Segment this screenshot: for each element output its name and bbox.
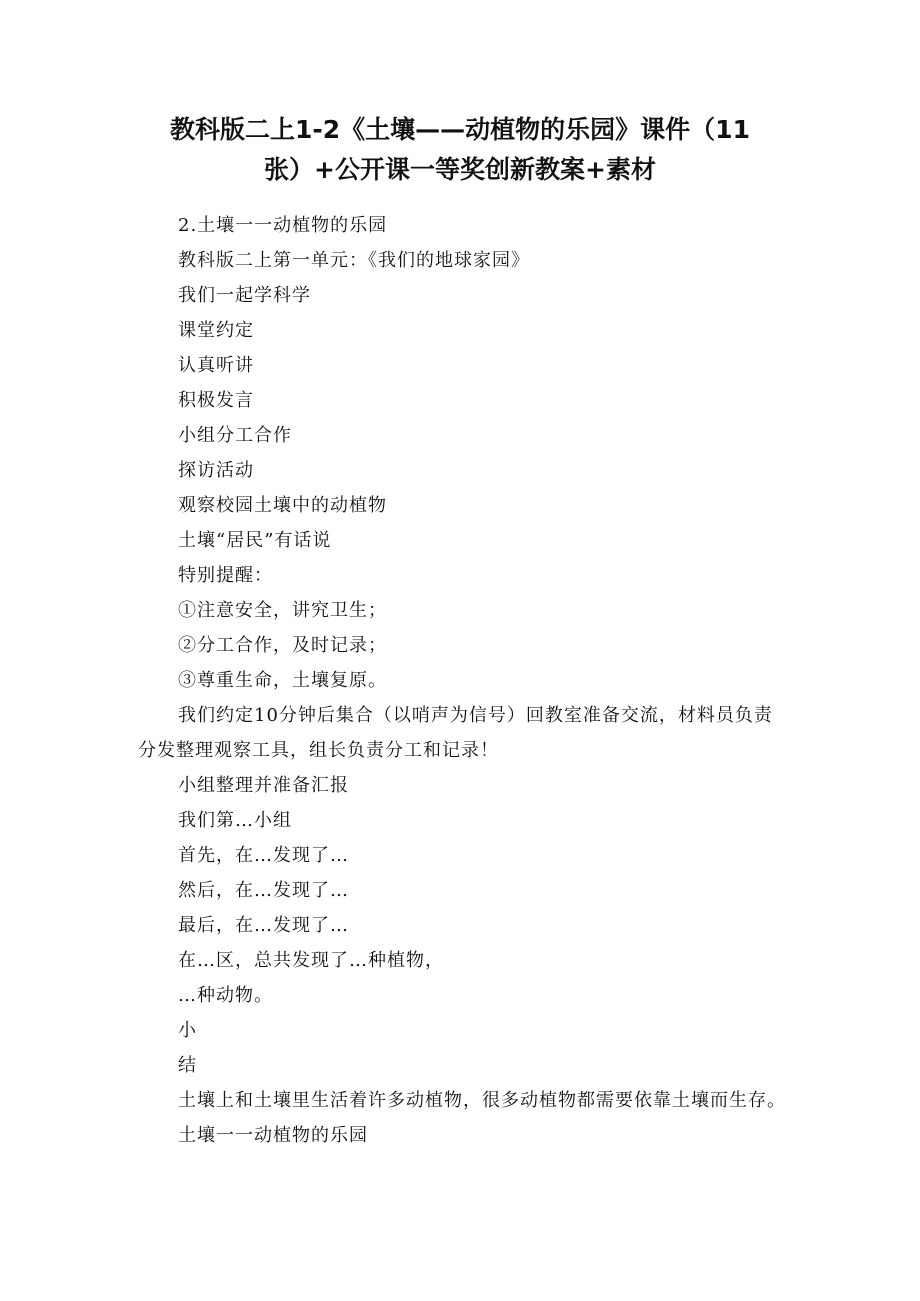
text-line: ③尊重生命，土壤复原。 bbox=[178, 670, 387, 691]
text-line: …种动物。 bbox=[178, 985, 273, 1006]
text-line: 特别提醒： bbox=[178, 565, 273, 586]
paragraph-assembly: 我们约定10分钟后集合（以哨声为信号）回教室准备交流，材料员负责分发整理观察工具，组长负责分工和记录！ bbox=[138, 705, 773, 761]
text-line: 观察校园土壤中的动植物 bbox=[178, 495, 387, 516]
text-line: 课堂约定 bbox=[178, 320, 254, 341]
title-line-2: 张）+公开课一等奖创新教案+素材 bbox=[264, 155, 656, 184]
text-line: ①注意安全，讲究卫生； bbox=[178, 600, 387, 621]
text-line: 土壤“居民”有话说 bbox=[178, 530, 332, 551]
document-body bbox=[138, 208, 788, 1153]
text-line: 教科版二上第一单元：《我们的地球家园》 bbox=[178, 250, 530, 271]
text-line: 最后，在…发现了… bbox=[178, 915, 349, 936]
paragraph-summary: 土壤上和土壤里生活着许多动植物，很多动植物都需要依靠土壤而生存。 bbox=[178, 1090, 786, 1111]
closing-line: 土壤一一动植物的乐园 bbox=[178, 1125, 368, 1146]
text-line: 首先，在…发现了… bbox=[178, 845, 349, 866]
text-line: 我们一起学科学 bbox=[178, 285, 311, 306]
text-line: 积极发言 bbox=[178, 390, 254, 411]
text-line: 在…区，总共发现了…种植物， bbox=[178, 950, 444, 971]
document-title bbox=[140, 110, 780, 190]
text-line: 认真听讲 bbox=[178, 355, 254, 376]
text-line: 我们第…小组 bbox=[178, 810, 292, 831]
text-line: 然后，在…发现了… bbox=[178, 880, 349, 901]
text-line: 小 bbox=[178, 1020, 197, 1041]
text-line: 小组整理并准备汇报 bbox=[178, 775, 349, 796]
text-line: 探访活动 bbox=[178, 460, 254, 481]
text-line: 2.土壤一一动植物的乐园 bbox=[178, 215, 388, 236]
text-line: ②分工合作，及时记录； bbox=[178, 635, 387, 656]
text-line: 小组分工合作 bbox=[178, 425, 292, 446]
text-line: 结 bbox=[178, 1055, 197, 1076]
title-line-1: 教科版二上1-2《土壤——动植物的乐园》课件（11 bbox=[170, 115, 750, 144]
